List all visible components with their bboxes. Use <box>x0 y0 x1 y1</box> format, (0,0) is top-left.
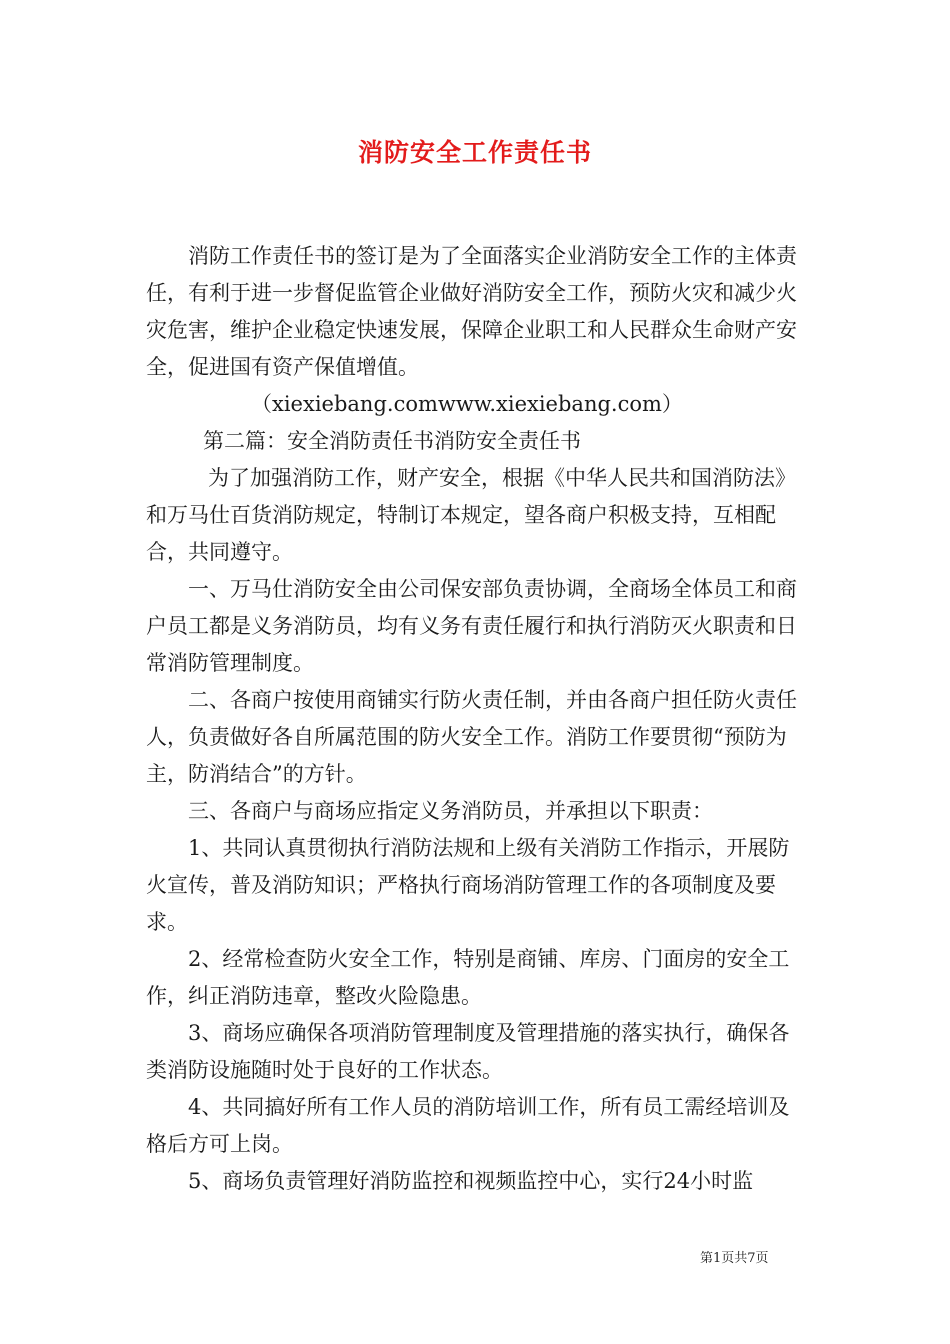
paragraph-item-2: 二、各商户按使用商铺实行防火责任制，并由各商户担任防火责任人，负责做好各自所属范围的防火安全工作。消防工作要贯彻“预防为主，防消结合”的方针。 <box>146 688 797 786</box>
paragraph-duty-5: 5、商场负责管理好消防监控和视频监控中心，实行24小时监 <box>188 1169 754 1193</box>
paragraph-item-3: 三、各商户与商场应指定义务消防员，并承担以下职责： <box>188 799 713 823</box>
paragraph-duty-4: 4、共同搞好所有工作人员的消防培训工作，所有员工需经培训及格后方可上岗。 <box>146 1095 790 1156</box>
paragraph-duty-1: 1、共同认真贯彻执行消防法规和上级有关消防工作指示，开展防火宣传，普及消防知识；严格执行商场消防管理工作的各项制度及要求。 <box>146 836 790 934</box>
paragraph-intro: 消防工作责任书的签订是为了全面落实企业消防安全工作的主体责任，有利于进一步督促监管企业做好消防安全工作，预防火灾和减少火灾危害，维护企业稳定快速发展，保障企业职工和人民群众生命财产安全，促进国有资产保值增值。 <box>146 244 797 379</box>
page-number: 第1页共7页 <box>700 1251 769 1266</box>
source-url: （xiexiebang.comwww.xiexiebang.com） <box>251 392 683 416</box>
paragraph-purpose <box>146 460 806 571</box>
document-body <box>146 238 806 1200</box>
paragraph-duty-2: 2、经常检查防火安全工作，特别是商铺、库房、门面房的安全工作，纠正消防违章，整改火险隐患。 <box>146 947 790 1008</box>
paragraph-purpose-text: 为了加强消防工作，财产安全，根据《中华人民共和国消防法》和万马仕百货消防规定，特制订本规定，望各商户积极支持，互相配合，共同遵守。 <box>146 466 796 564</box>
paragraph-item-1: 一、万马仕消防安全由公司保安部负责协调，全商场全体员工和商户员工都是义务消防员，均有义务有责任履行和执行消防灭火职责和日常消防管理制度。 <box>146 577 797 675</box>
section-heading: 第二篇：安全消防责任书消防安全责任书 <box>203 429 581 453</box>
paragraph-duty-3: 3、商场应确保各项消防管理制度及管理措施的落实执行，确保各类消防设施随时处于良好的工作状态。 <box>146 1021 790 1082</box>
document-title: 消防安全工作责任书 <box>357 138 592 167</box>
